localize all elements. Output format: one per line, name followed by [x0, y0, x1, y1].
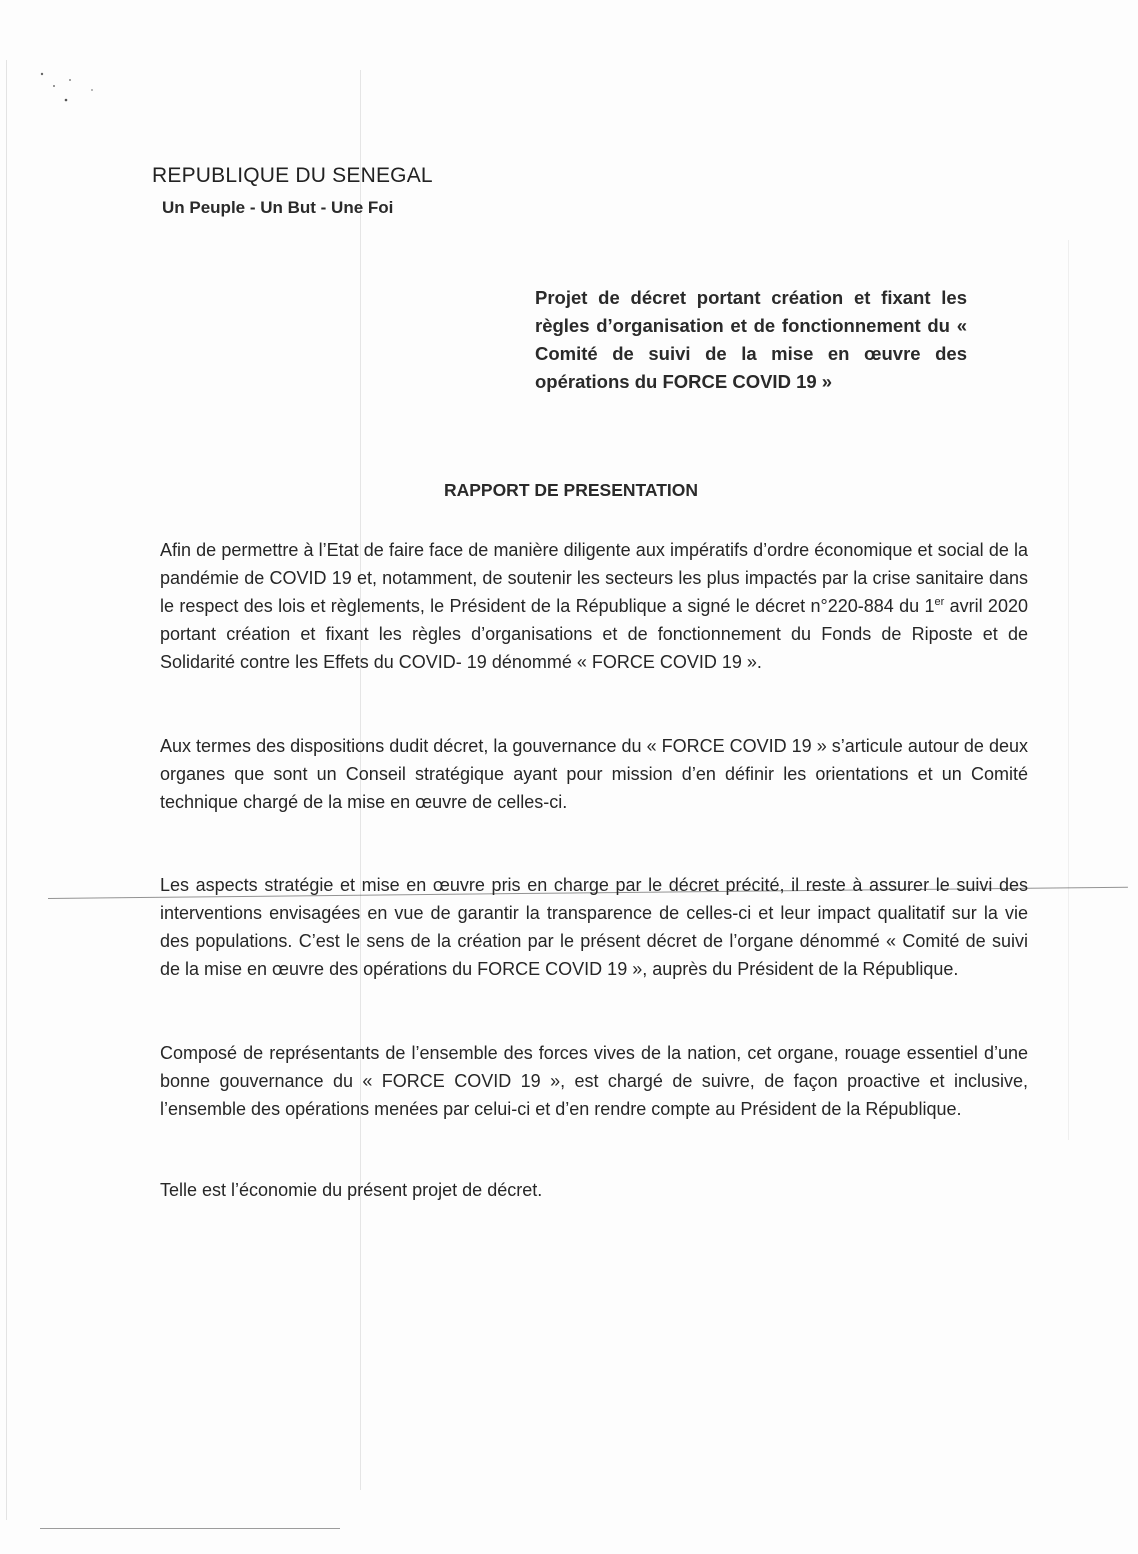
- paragraph-composition: Composé de représentants de l’ensemble des forces vives de la nation, cet organe, rouage essentiel d’une bonne gouvernance du « FORCE COVID 19 », est chargé de suivre, de façon proactive et inclusive, l’ensemble des opérations menées par celui-ci et d’en rendre compte au Président de la République.: [160, 1043, 1028, 1119]
- ordinal-superscript: er: [934, 596, 945, 608]
- paragraph-conclusion: Telle est l’économie du présent projet de décret.: [160, 1180, 543, 1200]
- report-heading: RAPPORT DE PRESENTATION: [443, 480, 699, 500]
- national-motto: Un Peuple - Un But - Une Foi: [162, 198, 394, 217]
- paragraph-context: [160, 536, 1028, 676]
- country-name: REPUBLIQUE DU SENEGAL: [152, 164, 433, 187]
- fold-line-vertical-right: [1068, 240, 1069, 1140]
- paragraph-context-text: Afin de permettre à l’Etat de faire face de manière diligente aux impératifs d’ordre économique et social de la pandémie de COVID 19 et, notamment, de soutenir les secteurs les plus impactés par la crise sanitaire dans le respect des lois et règlements, le Président de la République a signé le décret n°220-884 du 1: [160, 540, 1028, 616]
- scan-specks: [30, 70, 110, 140]
- paragraph-monitoring: Les aspects stratégie et mise en œuvre pris en charge par le décret précité, il reste à assurer le suivi des interventions envisagées en vue de garantir la transparence de celles-ci et leur impact qualitatif sur la vie des populations. C’est le sens de la création par le présent décret de l’organe dénommé « Comité de suivi de la mise en œuvre des opérations du FORCE COVID 19 », auprès du Président de la République.: [160, 875, 1028, 979]
- scan-edge-line: [6, 60, 7, 1520]
- decree-title: Projet de décret portant création et fixant les règles d’organisation et de fonctionnement du « Comité de suivi de la mise en œuvre des opérations du FORCE COVID 19 »: [535, 287, 967, 392]
- paragraph-governance: Aux termes des dispositions dudit décret, la gouvernance du « FORCE COVID 19 » s’articule autour de deux organes que sont un Conseil stratégique ayant pour mission d’en définir les orientations et un Comité technique chargé de la mise en œuvre de celles-ci.: [160, 736, 1028, 812]
- paragraph-context-text-cont: avril 2020 portant création et fixant les règles d’organisations et de fonctionnement du Fonds de Riposte et de Solidarité contre les Effets du COVID- 19 dénommé « FORCE COVID 19 ».: [160, 596, 1028, 672]
- scan-edge-bottom: [40, 1528, 340, 1529]
